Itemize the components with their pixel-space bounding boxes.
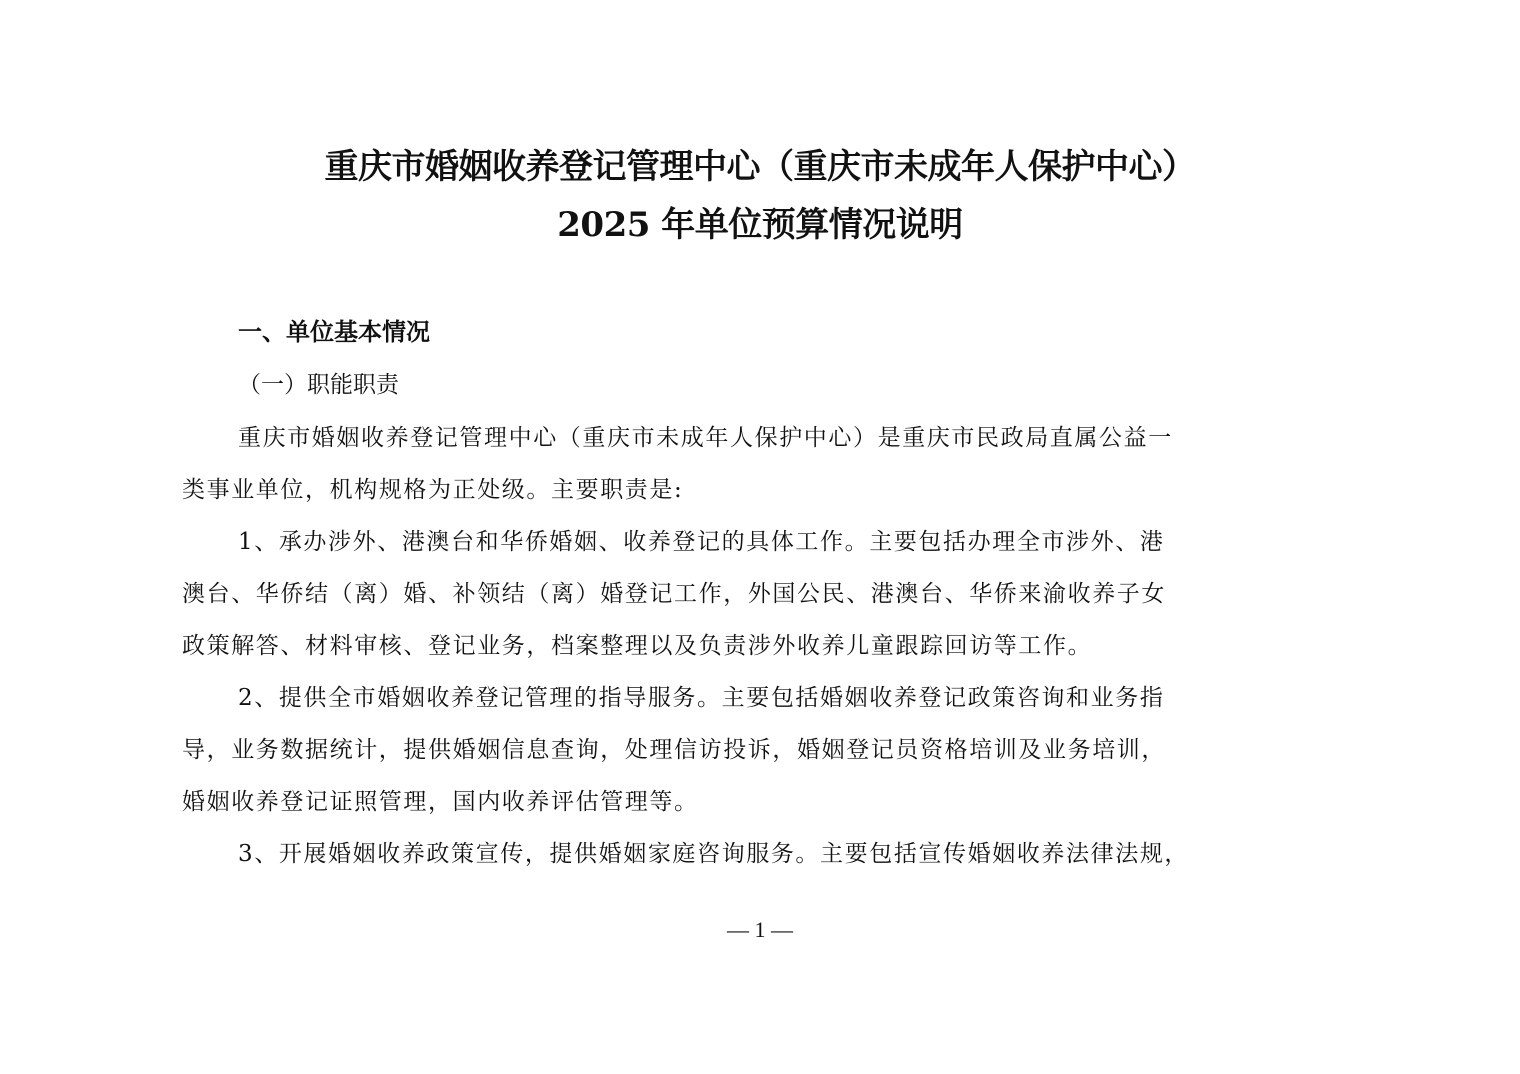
page-number: — 1 — — [727, 917, 793, 942]
title-line-1: 重庆市婚姻收养登记管理中心（重庆市未成年人保护中心） — [324, 147, 1196, 187]
paragraph-line: 1、承办涉外、港澳台和华侨婚姻、收养登记的具体工作。主要包括办理全市涉外、港 — [238, 529, 1165, 555]
title-line-2: 2025 年单位预算情况说明 — [557, 205, 963, 245]
paragraph-line: 类事业单位，机构规格为正处级。主要职责是: — [182, 477, 684, 503]
paragraph-line: 重庆市婚姻收养登记管理中心（重庆市未成年人保护中心）是重庆市民政局直属公益一 — [238, 425, 1173, 451]
paragraph-line: 3、开展婚姻收养政策宣传，提供婚姻家庭咨询服务。主要包括宣传婚姻收养法律法规， — [238, 841, 1190, 867]
paragraph-line: 2、提供全市婚姻收养登记管理的指导服务。主要包括婚姻收养登记政策咨询和业务指 — [238, 685, 1165, 711]
paragraph-line: 导，业务数据统计，提供婚姻信息查询，处理信访投诉，婚姻登记员资格培训及业务培训， — [182, 737, 1166, 763]
section-heading: 一、单位基本情况 — [238, 318, 430, 346]
subsection-heading: （一）职能职责 — [238, 372, 399, 398]
document-title — [0, 138, 1520, 254]
paragraph-line: 婚姻收养登记证照管理，国内收养评估管理等。 — [182, 789, 699, 815]
paragraph-line: 澳台、华侨结（离）婚、补领结（离）婚登记工作，外国公民、港澳台、华侨来渝收养子女 — [182, 581, 1166, 607]
paragraph-line: 政策解答、材料审核、登记业务，档案整理以及负责涉外收养儿童跟踪回访等工作。 — [182, 633, 1093, 659]
